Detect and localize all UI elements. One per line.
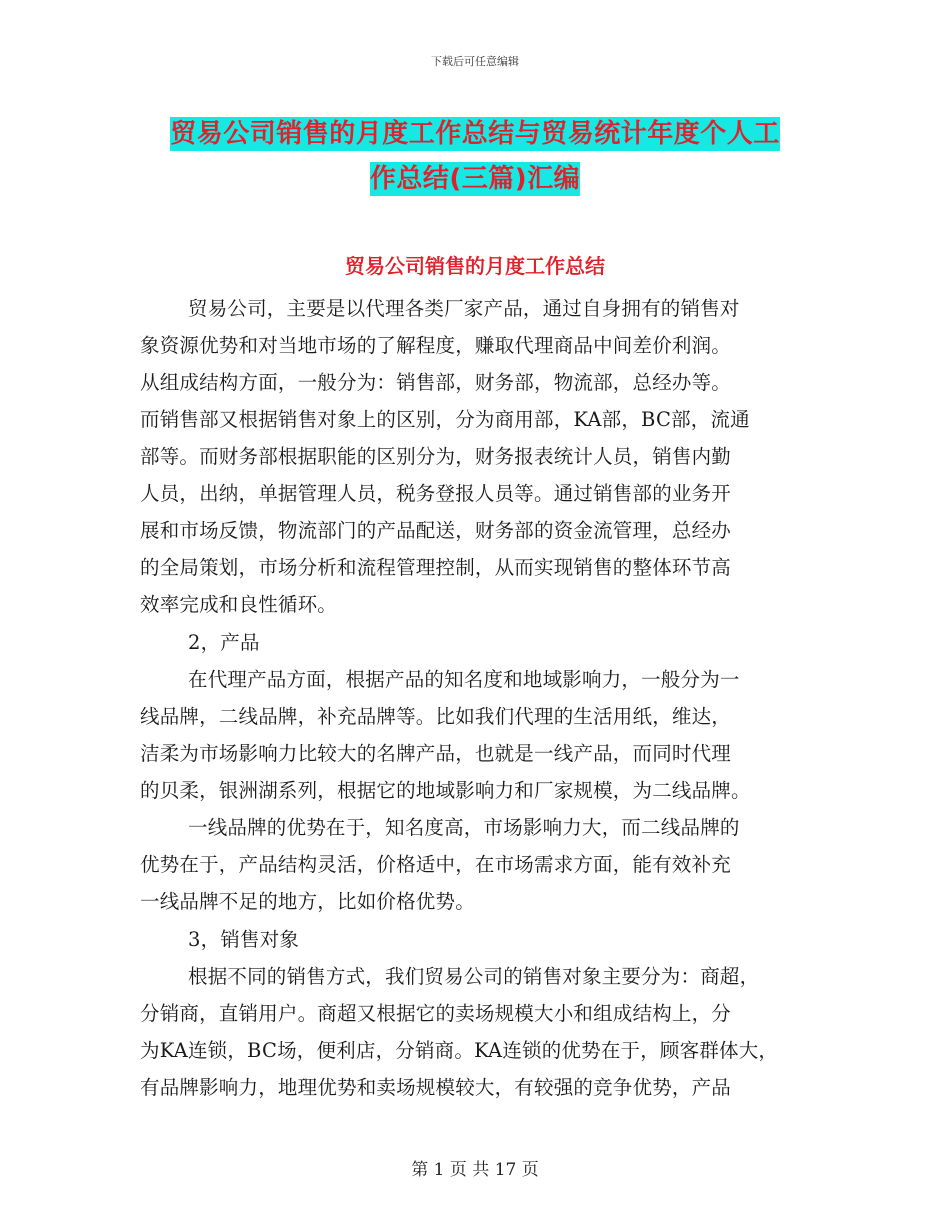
body-line: 在代理产品方面，根据产品的知名度和地域影响力，一般分为一 (188, 668, 740, 691)
body-line: 根据不同的销售方式，我们贸易公司的销售对象主要分为：商超， (188, 965, 760, 988)
body-line: 贸易公司，主要是以代理各类厂家产品，通过自身拥有的销售对 (188, 297, 740, 320)
body-line: 象资源优势和对当地市场的了解程度，赚取代理商品中间差价利润。 (140, 334, 732, 357)
body-line: 一线品牌不足的地方，比如价格优势。 (140, 890, 475, 913)
body-line: 而销售部又根据销售对象上的区别，分为商用部，KA部，BC部，流通 (140, 408, 750, 431)
section-title: 贸易公司销售的月度工作总结 (345, 254, 605, 278)
body-line: 部等。而财务部根据职能的区别分为，财务报表统计人员，销售内勤 (140, 445, 732, 468)
page-header: 下载后可任意编辑 (431, 55, 519, 68)
body-line: 洁柔为市场影响力比较大的名牌产品，也就是一线产品，而同时代理 (140, 742, 732, 765)
body-line: 为KA连锁，BC场，便利店，分销商。KA连锁的优势在于，顾客群体大， (140, 1039, 779, 1062)
document-title-line-2: 作总结(三篇)汇编 (369, 164, 581, 194)
page-number-footer: 第 1 页 共 17 页 (411, 1160, 539, 1180)
body-line: 优势在于，产品结构灵活，价格适中，在市场需求方面，能有效补充 (140, 853, 732, 876)
document-title-line-1: 贸易公司销售的月度工作总结与贸易统计年度个人工 (170, 119, 780, 149)
section-heading: 2，产品 (188, 631, 260, 654)
body-line: 从组成结构方面，一般分为：销售部，财务部，物流部，总经办等。 (140, 371, 732, 394)
body-line: 一线品牌的优势在于，知名度高，市场影响力大，而二线品牌的 (188, 816, 740, 839)
body-line: 的贝柔，银洲湖系列，根据它的地域影响力和厂家规模，为二线品牌。 (140, 779, 751, 802)
body-line: 的全局策划，市场分析和流程管理控制，从而实现销售的整体环节高 (140, 556, 732, 579)
body-line: 人员，出纳，单据管理人员，税务登报人员等。通过销售部的业务开 (140, 482, 732, 505)
body-line: 效率完成和良性循环。 (140, 593, 338, 616)
body-line: 线品牌，二线品牌，补充品牌等。比如我们代理的生活用纸，维达， (140, 705, 732, 728)
section-heading: 3，销售对象 (188, 928, 300, 951)
body-line: 分销商，直销用户。商超又根据它的卖场规模大小和组成结构上，分 (140, 1002, 732, 1025)
body-line: 展和市场反馈，物流部门的产品配送，财务部的资金流管理，总经办 (140, 519, 732, 542)
body-line: 有品牌影响力，地理优势和卖场规模较大，有较强的竞争优势，产品 (140, 1076, 732, 1099)
